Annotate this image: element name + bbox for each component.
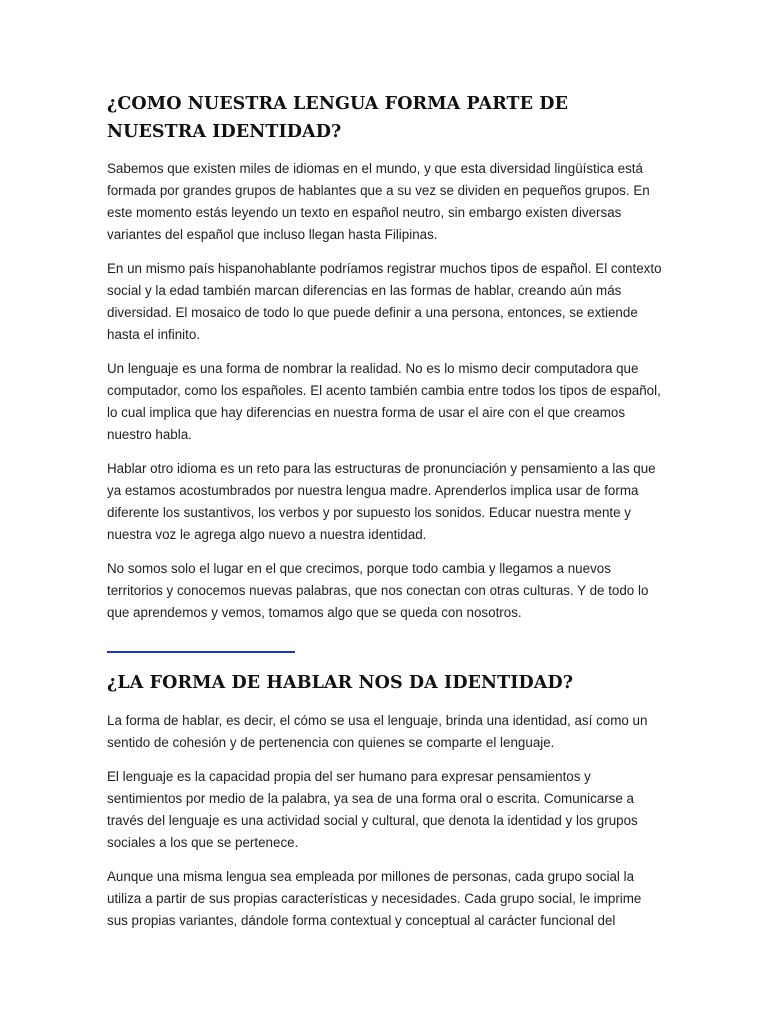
section-2-paragraph-1: La forma de hablar, es decir, el cómo se usa el lenguaje, brinda una identidad, así como un sentido de cohesión y de pertenencia con quienes se comparte el lenguaje. [107,713,648,750]
section-1-paragraph-2: En un mismo país hispanohablante podríamos registrar muchos tipos de español. El contexto social y la edad también marcan diferencias en las formas de hablar, creando aún más diversidad. El mosaico de todo lo que puede definir a una persona, entonces, se extiende hasta el infinito. [107,261,662,342]
section-divider [107,651,295,653]
section-lengua-identidad [107,90,663,624]
section-2-paragraph-2: El lenguaje es la capacidad propia del ser humano para expresar pensamientos y sentimientos por medio de la palabra, ya sea de una forma oral o escrita. Comunicarse a través del lenguaje es una actividad social y cultural, que denota la identidad y los grupos sociales a los que se pertenece. [107,769,638,850]
section-1-paragraph-3: Un lenguaje es una forma de nombrar la realidad. No es lo mismo decir computadora que computador, como los españoles. El acento también cambia entre todos los tipos de español, lo cual implica que hay diferencias en nuestra forma de usar el aire con el que creamos nuestro habla. [107,361,661,442]
section-2-heading: ¿LA FORMA DE HABLAR NOS DA IDENTIDAD? [107,673,574,693]
section-1-paragraph-4: Hablar otro idioma es un reto para las estructuras de pronunciación y pensamiento a las que ya estamos acostumbrados por nuestra lengua madre. Aprenderlos implica usar de forma diferente los sustantivos, los verbos y por supuesto los sonidos. Educar nuestra mente y nuestra voz le agrega algo nuevo a nuestra identidad. [107,461,656,542]
section-1-heading: ¿COMO NUESTRA LENGUA FORMA PARTE DE NUESTRA IDENTIDAD? [107,94,569,142]
section-1-paragraph-5: No somos solo el lugar en el que crecimos, porque todo cambia y llegamos a nuevos territorios y conocemos nuevas palabras, que nos conectan con otras culturas. Y de todo lo que aprendemos y vemos, tomamos algo que se queda con nosotros. [107,561,649,620]
section-1-paragraph-1: Sabemos que existen miles de idiomas en el mundo, y que esta diversidad lingüística está formada por grandes grupos de hablantes que a su vez se dividen en pequeños grupos. En este momento estás leyendo un texto en español neutro, sin embargo existen diversas variantes del español que incluso llegan hasta Filipinas. [107,161,650,242]
document-page [107,90,663,944]
section-2-paragraph-3: Aunque una misma lengua sea empleada por millones de personas, cada grupo social la utiliza a partir de sus propias características y necesidades. Cada grupo social, le imprime sus propias variantes, dándole forma contextual y conceptual al carácter funcional del [107,869,642,928]
section-forma-de-hablar [107,669,663,932]
